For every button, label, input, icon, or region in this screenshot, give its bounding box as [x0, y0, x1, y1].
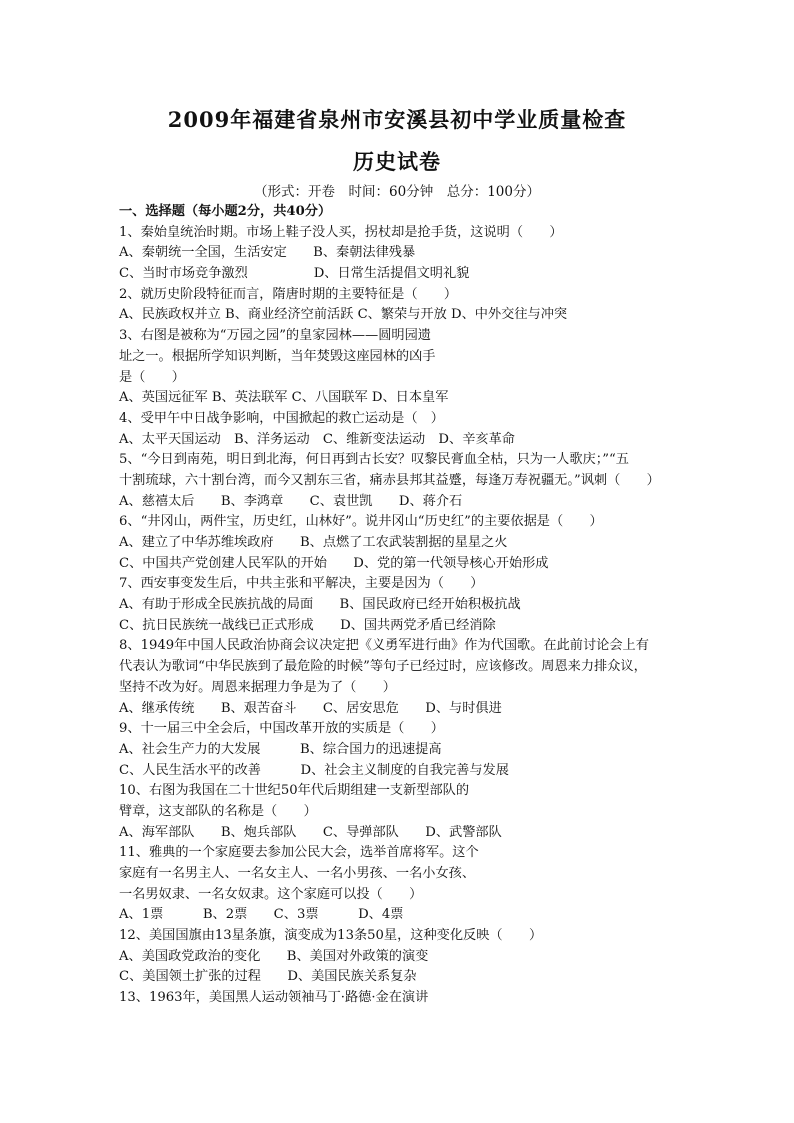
- text-line: 7、西安事变发生后，中共主张和平解决，主要是因为（ ）: [119, 576, 484, 592]
- text-line: C、中国共产党创建人民军队的开始 D、党的第一代领导核心开始形成: [119, 555, 549, 571]
- text-line: A、建立了中华苏维埃政府 B、点燃了工农武装割据的星星之火: [119, 535, 508, 550]
- text-line: 是（ ）: [119, 369, 185, 385]
- exam-subject: 历史试卷: [353, 149, 441, 174]
- text-line: 家庭有一名男主人、一名女主人、一名小男孩、一名小女孩、: [119, 866, 476, 881]
- text-line: 6、“井冈山，两件宝，历史红，山林好”。说井冈山“历史红”的主要依据是（ ）: [119, 514, 603, 530]
- question-body: [119, 202, 691, 1009]
- exam-info: （形式：开卷 时间：60分钟 总分：100分）: [254, 184, 540, 200]
- text-line: 一名男奴隶、一名女奴隶。这个家庭可以投（ ）: [119, 886, 423, 902]
- text-line: A、1票 B、2票 C、3票 D、4票: [119, 907, 404, 923]
- section-heading: 一、选择题（每小题2分，共40分）: [119, 204, 332, 219]
- text-line: 2、就历史阶段特征而言，隋唐时期的主要特征是（ ）: [119, 286, 458, 302]
- text-line: 5、“今日到南苑，明日到北海，何日再到古长安？叹黎民膏血全枯，只为一人歌庆；”“五: [119, 452, 629, 468]
- text-line: C、美国领土扩张的过程 D、美国民族关系复杂: [119, 969, 417, 985]
- text-line: 10、右图为我国在二十世纪50年代后期组建一支新型部队的: [119, 783, 470, 799]
- text-line: A、英国远征军 B、英法联军 C、八国联军 D、日本皇军: [119, 390, 449, 406]
- text-line: 4、受甲午中日战争影响，中国掀起的救亡运动是（ ）: [119, 410, 444, 426]
- text-line: 3、右图是被称为“万园之园”的皇家园林——圆明园遗: [119, 328, 431, 344]
- text-line: A、继承传统 B、艰苦奋斗 C、居安思危 D、与时俱进: [119, 700, 502, 716]
- text-line: A、美国政党政治的变化 B、美国对外政策的演变: [119, 948, 429, 964]
- text-line: 址之一。根据所学知识判断，当年焚毁这座园林的凶手: [119, 348, 436, 364]
- text-line: 12、美国国旗由13星条旗，演变成为13条50星，这种变化反映（ ）: [119, 928, 543, 944]
- text-line: 11、雅典的一个家庭要去参加公民大会，选举首席将军。这个: [119, 845, 479, 861]
- text-line: A、慈禧太后 B、李鸿章 C、袁世凯 D、蒋介石: [119, 493, 463, 509]
- text-line: C、人民生活水平的改善 D、社会主义制度的自我完善与发展: [119, 762, 509, 778]
- text-line: A、海军部队 B、炮兵部队 C、导弹部队 D、武警部队: [119, 824, 502, 840]
- text-line: A、社会生产力的大发展 B、综合国力的迅速提高: [119, 741, 442, 757]
- text-line: C、抗日民族统一战线已正式形成 D、国共两党矛盾已经消除: [119, 617, 496, 633]
- text-line: 臂章，这支部队的名称是（ ）: [119, 803, 317, 819]
- exam-title: 2009年福建省泉州市安溪县初中学业质量检查: [167, 107, 627, 132]
- text-line: A、有助于形成全民族抗战的局面 B、国民政府已经开始积极抗战: [119, 597, 521, 613]
- text-line: A、太平天国运动 B、洋务运动 C、维新变法运动 D、辛亥革命: [119, 431, 515, 447]
- text-line: C、当时市场竞争激烈 D、日常生活提倡文明礼貌: [119, 266, 470, 282]
- text-line: 1、秦始皇统治时期。市场上鞋子没人买，拐杖却是抢手货，这说明（ ）: [119, 224, 563, 240]
- text-line: A、秦朝统一全国，生活安定 B、秦朝法律残暴: [119, 245, 416, 261]
- text-line: A、民族政权并立 B、商业经济空前活跃 C、繁荣与开放 D、中外交往与冲突: [119, 307, 568, 323]
- text-line: 8、1949年中国人民政治协商会议决定把《义勇军进行曲》作为代国歌。在此前讨论会上有: [119, 638, 649, 654]
- text-line: 13、1963年，美国黑人运动领袖马丁·路德·金在演讲: [119, 990, 429, 1006]
- text-line: 十割琉球，六十割台湾，而今又割东三省，痛赤县邦其益蹙，每逢万寿祝疆无。”讽刺（ ）: [119, 472, 660, 488]
- text-line: 代表认为歌词“中华民族到了最危险的时候”等句子已经过时，应该修改。周恩来力排众议，: [119, 659, 647, 675]
- text-line: 9、十一届三中全会后，中国改革开放的实质是（ ）: [119, 721, 444, 737]
- text-line: 坚持不改为好。周恩来据理力争是为了（ ）: [119, 679, 396, 695]
